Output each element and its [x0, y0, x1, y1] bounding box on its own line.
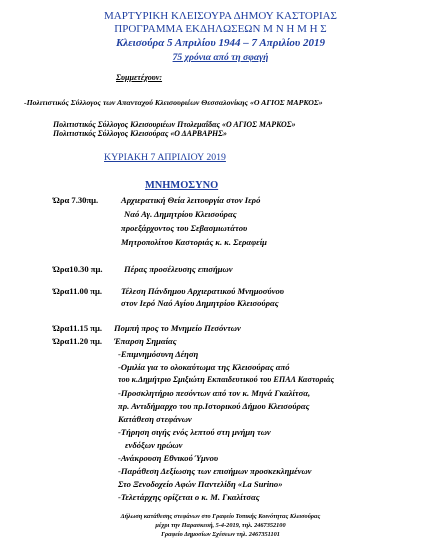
schedule-line: Ναό Αγ. Δημητρίου Κλεισούρας	[124, 209, 237, 219]
schedule-line: Πέρας προσέλευσης επισήμων	[124, 264, 233, 274]
footer-line-2: μέχρι την Παρασκευή, 5-4-2019, τηλ. 2467352100	[155, 522, 286, 529]
schedule-line: -Τήρηση σιγής ενός λεπτού στη μνήμη των	[118, 427, 271, 437]
participant-3: Πολιτιστικός Σύλλογος Κλεισούρας «Ο ΔΑΡΒΑΡΗΣ»	[53, 129, 228, 138]
schedule-time-5: Ώρα11.20 πμ.	[53, 336, 103, 346]
schedule-line: προεξάρχοντος του Σεβασμιωτάτου	[121, 223, 248, 233]
title-line-2: ΠΡΟΓΡΑΜΜΑ ΕΚΔΗΛΩΣΕΩΝ Μ Ν Η Μ Η Σ	[114, 23, 327, 35]
schedule-line: στον Ιερό Ναό Αγίου Δημητρίου Κλεισούρας	[121, 298, 279, 308]
schedule-line: πρ. Αντιδήμαρχο του πρ.Ιστορικού Δήμου Κλεισούρας	[118, 401, 310, 411]
schedule-line: Τέλεση Πάνδημου Αρχιερατικού Μνημοσύνου	[121, 286, 284, 296]
schedule-line: -Ανάκρουση Εθνικού Ύμνου	[118, 453, 219, 463]
schedule-line: -Παράθεση Δεξίωσης των επισήμων προσκεκλημένων	[118, 466, 312, 476]
footer-line-1: Δήλωση κατάθεσης στεφάνων στο Γραφείο Τοπικής Κοινότητας Κλεισούρας	[120, 513, 321, 520]
schedule-line: -Ομιλία για το ολοκαύτωμα της Κλεισούρας από	[118, 362, 290, 372]
schedule-line: Μητροπολίτου Καστοριάς κ. κ. Σεραφείμ	[121, 237, 267, 247]
schedule-line: Πομπή προς το Μνημείο Πεσόντων	[114, 323, 241, 333]
schedule-line: Κατάθεση στεφάνων	[118, 414, 192, 424]
day-heading: ΚΥΡΙΑΚΗ 7 ΑΠΡΙΛΙΟΥ 2019	[104, 152, 226, 163]
schedule-line: Έπαρση Σημαίας	[114, 336, 177, 346]
schedule-time-3: Ώρα11.00 πμ.	[53, 286, 103, 296]
participants-label: Συμμετέχουν:	[116, 73, 163, 82]
schedule-line: -Προσκλητήριο πεσόντων από τον κ. Μηνά Γκαλίτσα,	[118, 388, 311, 398]
schedule-time-1: Ώρα 7.30πμ.	[53, 195, 99, 205]
schedule-line: -Επιμνημόσυνη Δέηση	[118, 349, 199, 359]
schedule-line: του κ.Δημήτριο Σμιξιώτη Εκπαιδευτικού του ΕΠΑΛ Καστοριάς	[118, 375, 335, 384]
schedule-line: Αρχιερατική Θεία λειτουργία στον Ιερό	[121, 195, 261, 205]
schedule-line: ενδόξων ηρώων	[125, 440, 183, 450]
schedule-time-4: Ώρα11.15 πμ.	[53, 323, 103, 333]
title-line-3: Κλεισούρα 5 Απριλίου 1944 – 7 Απριλίου 2019	[115, 37, 326, 49]
title-line-4: 75 χρόνια από τη σφαγή	[172, 52, 269, 63]
footer-line-3: Γραφείο Δημοσίων Σχέσεων τηλ. 2467351101	[161, 531, 280, 538]
schedule-line: -Τελετάρχης ορίζεται ο κ. Μ. Γκαλίτσας	[118, 492, 260, 502]
title-line-1: ΜΑΡΤΥΡΙΚΗ ΚΛΕΙΣΟΥΡΑ ΔΗΜΟΥ ΚΑΣΤΟΡΙΑΣ	[104, 10, 337, 22]
schedule-line: Στο Ξενοδοχείο Αφών Παντελίδη «La Surino»	[118, 479, 283, 489]
schedule-time-2: Ώρα10.30 πμ.	[53, 264, 103, 274]
section-heading: ΜΝΗΜΟΣΥΝΟ	[145, 180, 219, 191]
participant-1: -Πολιτιστικός Σύλλογος των Απανταχού Κλεισουριέων Θεσσαλονίκης «Ο ΑΓΙΟΣ ΜΑΡΚΟΣ»	[24, 98, 323, 107]
participant-2: Πολιτιστικός Σύλλογος Κλεισουριέων Πτολεμαΐδας «Ο ΑΓΙΟΣ ΜΑΡΚΟΣ»	[53, 120, 296, 129]
